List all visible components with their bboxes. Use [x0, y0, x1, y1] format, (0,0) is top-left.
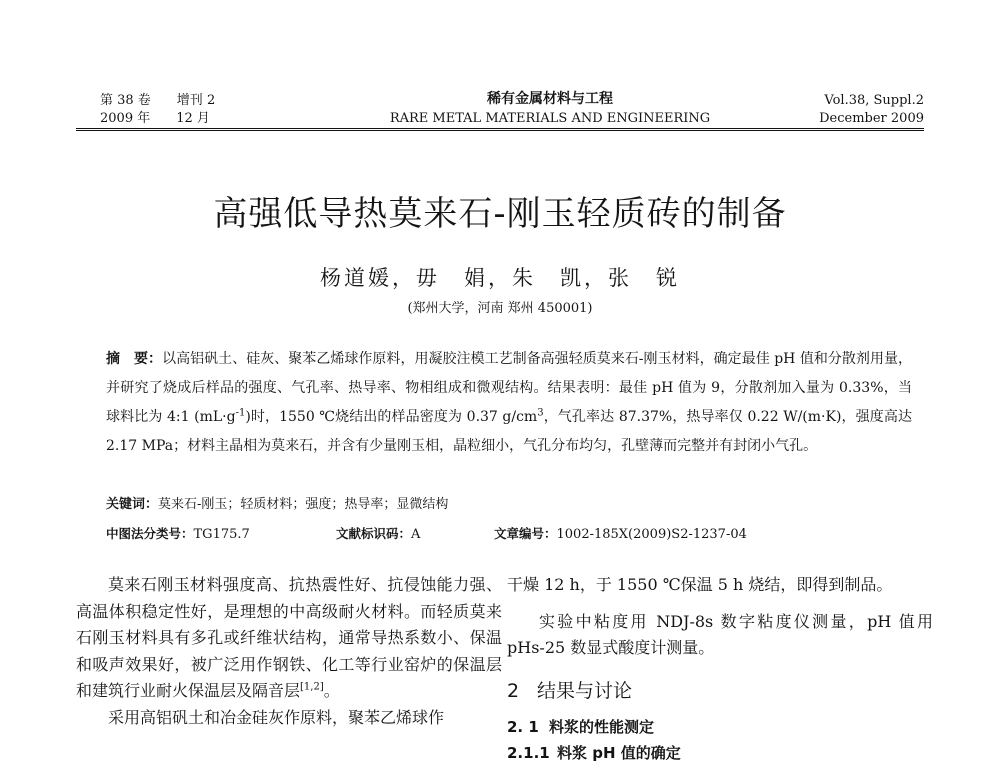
section-2-number: 2	[507, 679, 520, 702]
journal-volume-en: Vol.38, Suppl.2	[824, 93, 924, 108]
journal-date-en: December 2009	[819, 111, 924, 126]
article-number	[494, 526, 747, 543]
document-code	[336, 526, 420, 543]
article-number-value: 1002-185X(2009)S2-1237-04	[556, 527, 747, 542]
keywords-label: 关键词：	[106, 497, 159, 512]
paper-affiliation: (郑州大学，河南 郑州 450001)	[407, 301, 593, 316]
section-2-heading	[507, 676, 933, 706]
header-rule-bottom	[76, 130, 924, 131]
section-2-title: 结果与讨论	[537, 679, 633, 702]
abstract-text-a: 以高铝矾土、硅灰、聚苯乙烯球作原料，用凝胶注模工艺制备高强轻质莫来石-刚玉材料，确定最佳 pH 值和分散剂用量，并研究了烧成后样品的强度、气孔率、热导率、物相组成和微观结构。结果表明：最佳 pH 值为 9，分散剂加入量为 0.33%，当球料比为 4:1 (mL·g	[106, 351, 912, 425]
journal-volume-issue: 第 38 卷 增刊 2	[100, 93, 216, 108]
header-rule-top	[76, 128, 924, 129]
clc-label: 中图法分类号：	[106, 526, 194, 541]
journal-title-en: RARE METAL MATERIALS AND ENGINEERING	[389, 111, 711, 126]
sintering-paragraph: 干燥 12 h，于 1550 ℃保温 5 h 烧结，即得到制品。	[507, 575, 893, 594]
abstract-sup-b: 3	[537, 407, 544, 419]
journal-date-cn: 2009 年 12 月	[100, 111, 210, 126]
intro-text-end: 。	[323, 681, 340, 700]
body-column-left	[76, 572, 502, 731]
intro-citation: [1,2]	[300, 681, 324, 693]
journal-title-cn-text: 稀有金属材料与工程	[487, 91, 613, 107]
clc-number	[106, 526, 250, 543]
clc-value: TG175.7	[193, 527, 250, 542]
section-2-1-heading	[507, 714, 933, 740]
intro-text: 莫来石刚玉材料强度高、抗热震性好、抗侵蚀能力强、高温体积稳定性好，是理想的中高级耐火材料。而轻质莫来石刚玉材料具有多孔或纤维状结构，通常导热系数小、保温和吸声效果好，被广泛用作钢铁、化工等行业窑炉的保温层和建筑行业耐火保温层及隔音层	[76, 575, 502, 700]
abstract-label: 摘 要：	[106, 351, 163, 367]
paper-authors: 杨道媛，毋 娟，朱 凯，张 锐	[320, 266, 680, 290]
document-code-value: A	[411, 527, 421, 542]
section-2-1-1-heading	[507, 740, 933, 766]
abstract-sup-a: -1	[235, 407, 246, 419]
intro-paragraph	[76, 572, 502, 705]
document-code-label: 文献标识码：	[336, 526, 412, 541]
paper-title: 高强低导热莫来石-刚玉轻质砖的制备	[213, 194, 787, 234]
section-2-1-number: 2. 1	[507, 717, 539, 736]
body-column-right	[507, 572, 933, 766]
article-number-label: 文章编号：	[494, 526, 557, 541]
measurement-paragraph: 实验中粘度用 NDJ-8s 数字粘度仪测量，pH 值用 pHs-25 数显式酸度计测量。	[507, 611, 933, 657]
section-2-1-1-title: 料浆 pH 值的确定	[557, 743, 681, 762]
journal-title-cn	[300, 92, 800, 107]
materials-paragraph: 采用高铝矾土和冶金硅灰作原料，聚苯乙烯球作	[108, 707, 445, 727]
keywords	[106, 497, 448, 513]
abstract-text-b: )时，1550 ℃烧结出的样品密度为 0.37 g/cm	[245, 409, 538, 425]
keywords-text: 莫来石-刚玉；轻质材料；强度；热导率；显微结构	[158, 497, 449, 512]
section-2-1-title: 料浆的性能测定	[549, 717, 655, 736]
section-2-1-1-number: 2.1.1	[507, 743, 550, 762]
abstract	[106, 345, 912, 461]
abstract-text-c: ，气孔率达 87.37%，热导率仅 0.22 W/(m·K)，强度高达 2.17 MPa；材料主晶相为莫来石，并含有少量刚玉相，晶粒细小，气孔分布均匀，孔壁薄而完整并有封闭小气孔。	[106, 409, 912, 454]
